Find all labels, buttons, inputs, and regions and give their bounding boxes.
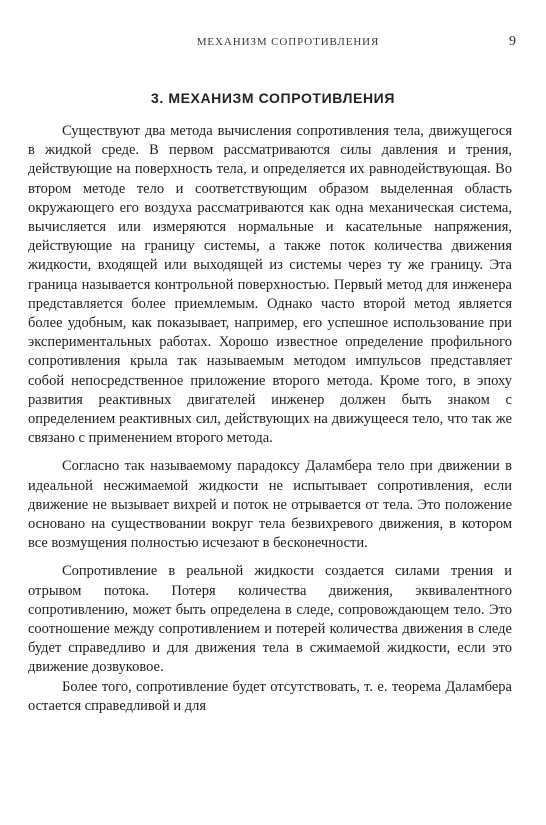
section-title: 3. МЕХАНИЗМ СОПРОТИВЛЕНИЯ [150, 90, 396, 106]
running-title: МЕХАНИЗМ СОПРОТИВЛЕНИЯ [196, 36, 380, 48]
running-head [60, 36, 516, 52]
paragraph: Согласно так называемому парадоксу Даламбера тело при движении в идеальной несжимаемой жидкости не испытывает сопротивления, если движение не вызывает вихрей и поток не отрывается от тела. Это положение основано на существовании вокруг тела безвихревого движения, в котором все возмущения полностью исчезают в бесконечности. [28, 458, 512, 552]
page-number: 9 [509, 34, 516, 49]
paragraph: Более того, сопротивление будет отсутствовать, т. е. теорема Даламбера остается справедливой и для [28, 678, 512, 714]
paragraph: Существуют два метода вычисления сопротивления тела, движущегося в жидкой среде. В первом рассматриваются силы давления и трения, действующие на поверхность тела, и определяется их равнодействующая. Во втором методе тело и соответствующим образом выделенная область окружающего его воздуха рассматриваются как одна механическая система, вычисляется или измеряются нормальные и касательные напряжения, действующие на границу системы, а также поток количества движения жидкости, входящей или выходящей из системы через ту же границу. Эта граница называется контрольной поверхностью. Первый метод для инженера представляется более приемлемым. Однако часто второй метод является более удобным, как показывает, например, его успешное использование при экспериментальных работах. Хорошо известное определение профильного сопротивления крыла так называемым методом импульсов представляет собой непосредственное приложение второго метода. Кроме того, в эпоху развития реактивных двигателей инженер должен быть знаком с определением реактивных сил, действующих на движущееся тело, что так же связано с применением второго метода. [28, 123, 512, 447]
paragraph: Сопротивление в реальной жидкости создается силами трения и отрывом потока. Потеря количества движения, эквивалентного сопротивлению, может быть определена в следе, сопровождающем тело. Это соотношение между сопротивлением и потерей количества движения в следе будет справедливо и для движения тела в сжимаемой жидкости, если это движение дозвуковое. [28, 563, 512, 676]
body-text [28, 122, 512, 716]
